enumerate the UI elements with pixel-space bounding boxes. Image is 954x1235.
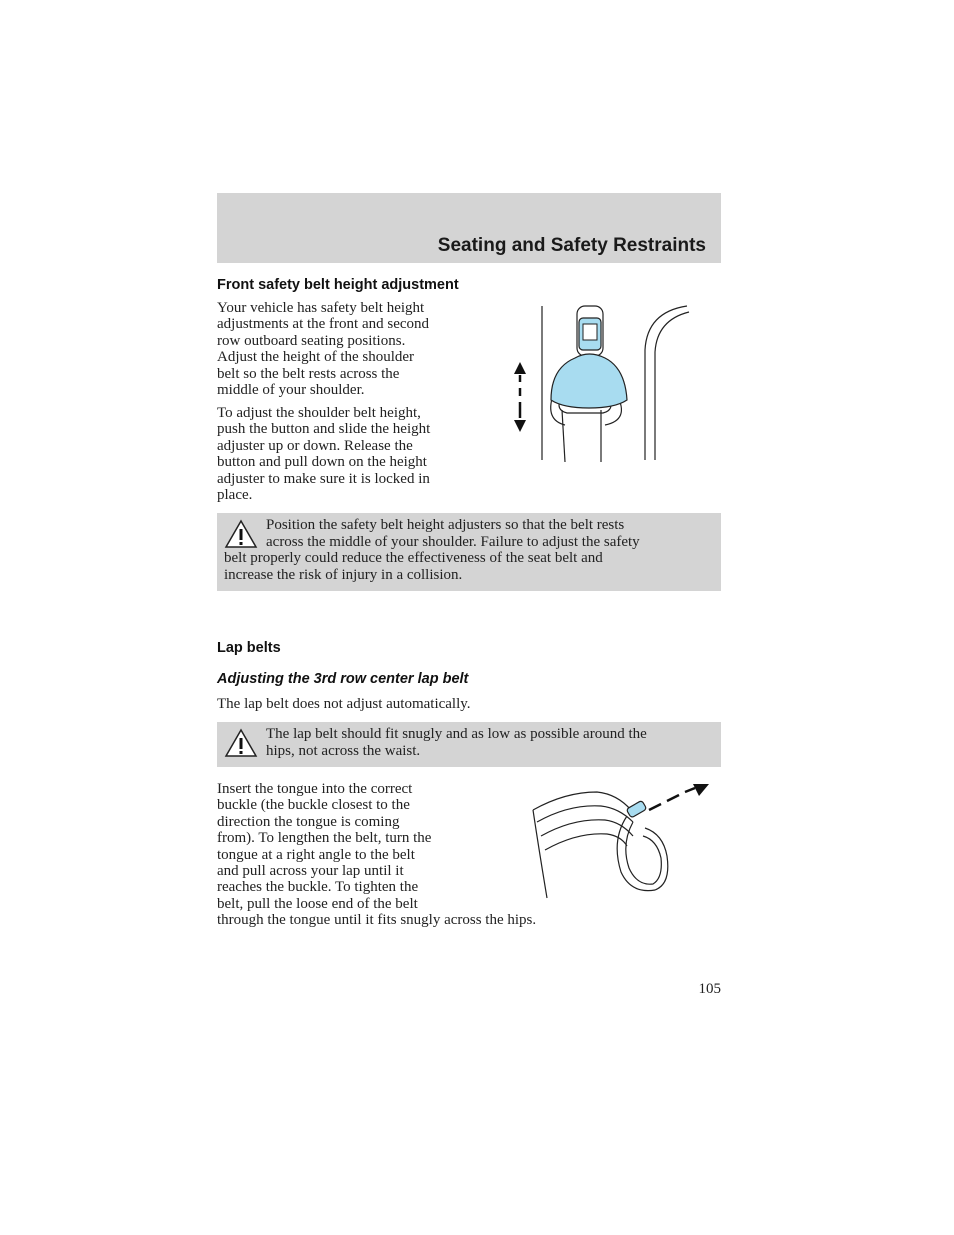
text-line: Insert the tongue into the correct [217,781,413,797]
text-line: Adjust the height of the shoulder [217,349,415,366]
text-line: reaches the buckle. To tighten the [217,879,419,896]
text-line: place. [217,487,253,504]
belt-height-adjuster-illustration [505,300,695,466]
lap-belt-instructions [217,781,536,929]
warning-text [224,726,713,759]
warning-line: The lap belt should fit snugly and as low as possible around the [266,726,647,742]
warning-text [224,517,713,583]
text-line: through the tongue until it fits snugly across the hips. [217,912,537,929]
warning-box-belt-height [217,513,721,591]
lap-belts-heading: Lap belts [217,640,281,656]
lap-belt-tongue-illustration [525,780,715,902]
text-line: belt, pull the loose end of the belt [217,895,418,912]
lap-belt-subheading: Adjusting the 3rd row center lap belt [217,671,469,687]
text-line: adjuster to make sure it is locked in [217,470,430,487]
text-line: Your vehicle has safety belt height [217,300,425,316]
section-title: Seating and Safety Restraints [437,235,706,256]
warning-line: belt properly could reduce the effectiveness of the seat belt and [224,550,603,567]
warning-box-lap-belt [217,722,721,767]
text-line: adjuster up or down. Release the [217,437,413,454]
text-line: and pull across your lap until it [217,863,404,880]
belt-height-heading: Front safety belt height adjustment [217,277,459,293]
lap-belt-intro [217,696,471,712]
warning-line: across the middle of your shoulder. Failure to adjust the safety [266,533,640,550]
warning-line: increase the risk of injury in a collision. [224,566,463,583]
belt-height-paragraph-1 [217,300,429,398]
text-line: adjustments at the front and second [217,316,430,333]
section-header-band [217,193,721,263]
warning-line: Position the safety belt height adjusters so that the belt rests [266,517,625,533]
text-line: tongue at a right angle to the belt [217,846,415,863]
text-line: belt so the belt rests across the [217,365,400,382]
belt-height-paragraph-2 [217,405,430,503]
warning-line: hips, not across the waist. [266,742,421,759]
text-line: from). To lengthen the belt, turn the [217,830,432,847]
page-number: 105 [698,981,721,997]
text-line: direction the tongue is coming [217,813,400,830]
text-line: row outboard seating positions. [217,332,406,349]
text-line: To adjust the shoulder belt height, [217,405,421,421]
text-line: button and pull down on the height [217,454,427,471]
text-line: middle of your shoulder. [217,382,365,399]
text-line: The lap belt does not adjust automatically. [217,696,471,712]
text-line: push the button and slide the height [217,421,431,438]
text-line: buckle (the buckle closest to the [217,797,410,814]
